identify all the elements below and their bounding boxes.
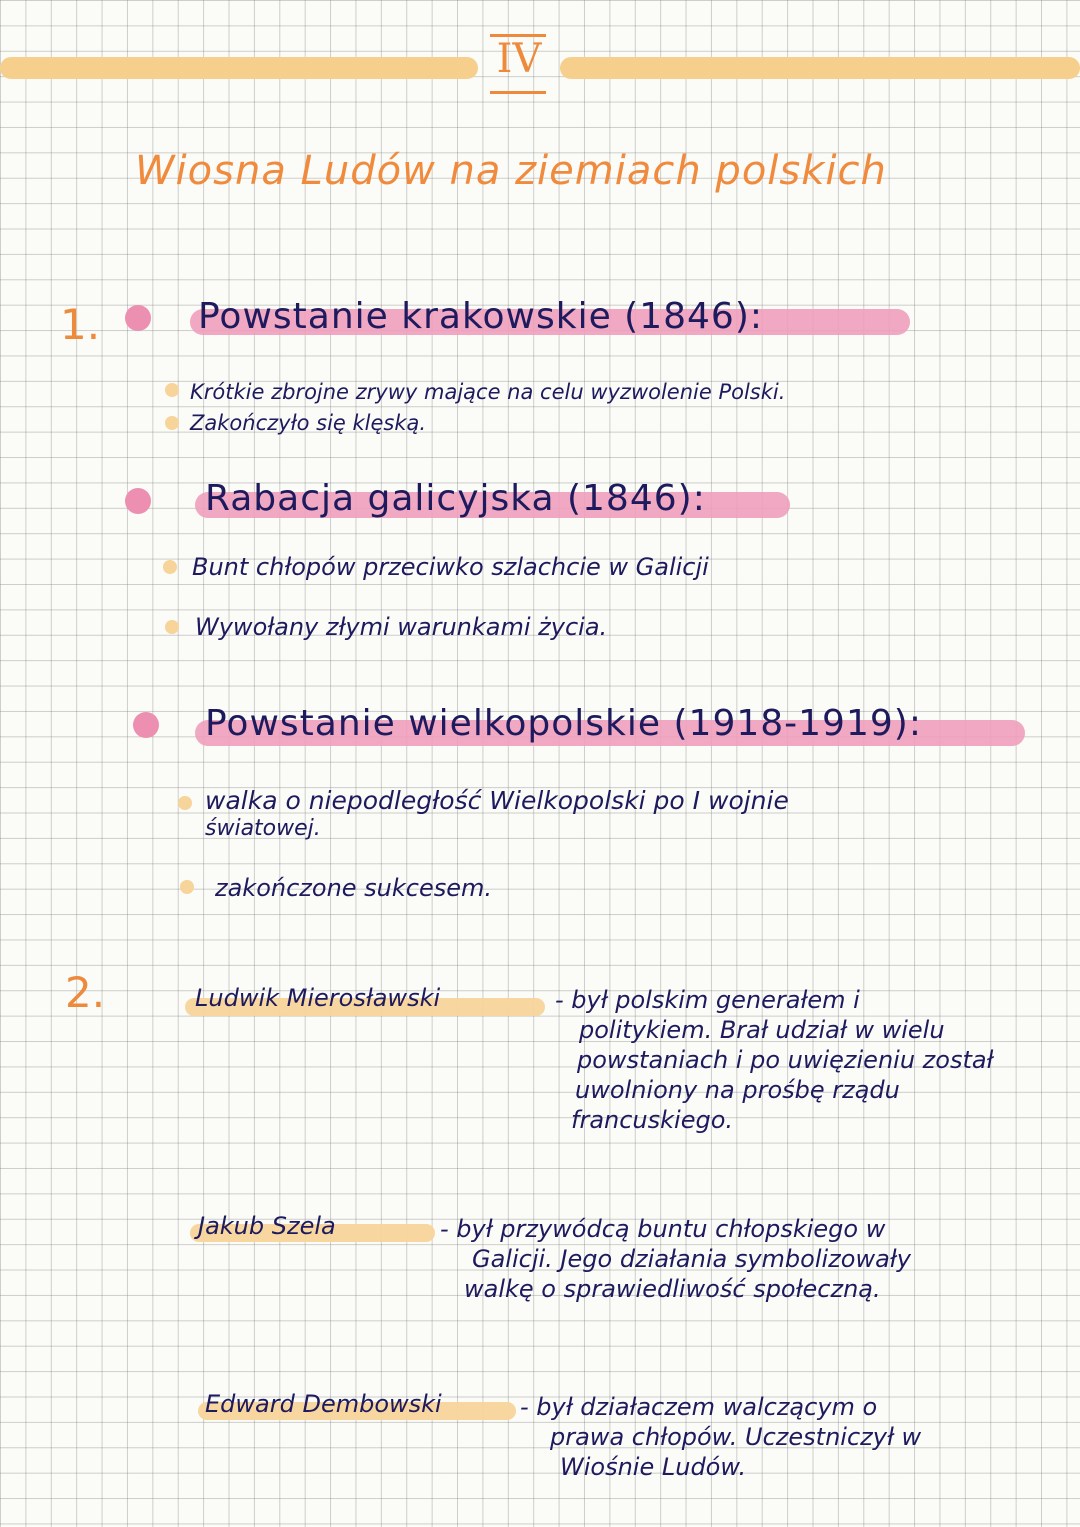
topic-note: światowej. <box>205 816 321 841</box>
description-line: Galicji. Jego działania symbolizowały <box>472 1245 911 1273</box>
chapter-number: IV <box>496 36 542 82</box>
topic-heading: Powstanie krakowskie (1846): <box>198 296 764 337</box>
topic-note: walka o niepodległość Wielkopolski po I wojnie <box>205 786 789 815</box>
topic-heading: Rabacja galicyjska (1846): <box>205 478 706 519</box>
note-dot <box>178 796 192 810</box>
description-line: uwolniony na prośbę rządu <box>575 1076 900 1104</box>
bullet-dot <box>133 712 159 738</box>
description-line: prawa chłopów. Uczestniczył w <box>550 1423 922 1451</box>
description-line: - był działaczem walczącym o <box>520 1393 878 1421</box>
description-line: powstaniach i po uwięzieniu został <box>577 1046 994 1074</box>
description-line: Wiośnie Ludów. <box>560 1453 747 1481</box>
description-line: walkę o sprawiedliwość społeczną. <box>464 1275 881 1303</box>
description-line: - był polskim generałem i <box>555 986 860 1014</box>
note-dot <box>180 880 194 894</box>
description-line: francuskiego. <box>571 1106 734 1134</box>
header-band-left <box>0 57 478 79</box>
topic-note: Zakończyło się klęską. <box>190 411 427 435</box>
person-description <box>440 1214 911 1304</box>
person-name: Ludwik Mierosławski <box>195 984 441 1012</box>
bullet-dot <box>125 488 151 514</box>
bullet-dot <box>125 305 151 331</box>
person-name: Edward Dembowski <box>205 1390 442 1418</box>
section-number-1: 1. <box>60 300 101 349</box>
topic-heading: Powstanie wielkopolskie (1918-1919): <box>205 703 922 744</box>
note-dot <box>165 620 179 634</box>
note-dot <box>163 560 177 574</box>
description-line: politykiem. Brał udział w wielu <box>579 1016 945 1044</box>
topic-note: Wywołany złymi warunkami życia. <box>195 613 608 641</box>
person-description <box>555 985 993 1135</box>
topic-note: zakończone sukcesem. <box>215 874 493 902</box>
header-band-right <box>560 57 1080 79</box>
description-line: - był przywódcą buntu chłopskiego w <box>440 1215 886 1243</box>
page-title: Wiosna Ludów na ziemiach polskich <box>135 148 887 194</box>
topic-note: Bunt chłopów przeciwko szlachcie w Galicji <box>192 553 709 581</box>
section-number-2: 2. <box>65 968 106 1017</box>
topic-note: Krótkie zbrojne zrywy mające na celu wyzwolenie Polski. <box>190 380 786 404</box>
person-description <box>520 1392 921 1482</box>
note-dot <box>165 416 179 430</box>
note-dot <box>165 383 179 397</box>
person-name: Jakub Szela <box>198 1212 336 1240</box>
